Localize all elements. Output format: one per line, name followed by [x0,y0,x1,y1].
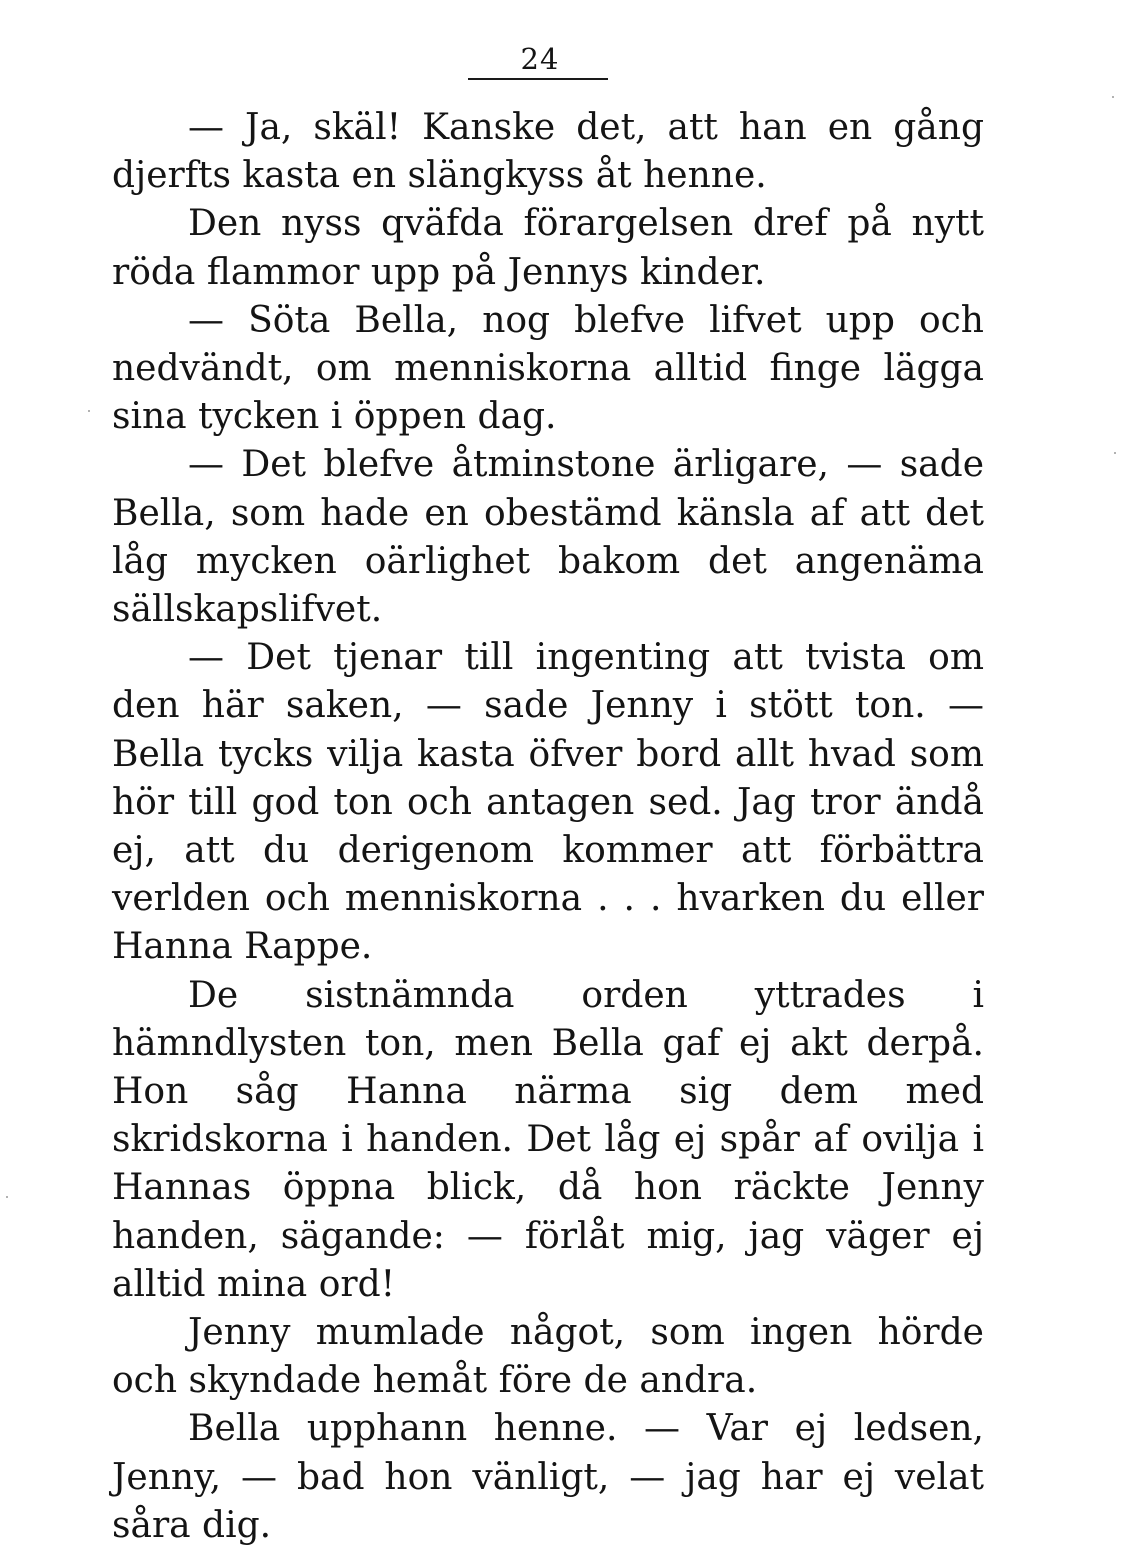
paragraph-1: — Ja, skäl! Kanske det, att han en gång djerfts kasta en slängkyss åt henne. [112,107,984,197]
paragraph-2: Den nyss qväfda förargelsen dref på nytt röda flammor upp på Jennys kinder. [112,203,984,293]
paragraph-3: — Söta Bella, nog blefve lifvet upp och nedvändt, om menniskorna alltid finge lägga sina tycken i öppen dag. [112,299,984,438]
paragraph-4: — Det blefve åtminstone ärligare, — sade Bella, som hade en obestämd känsla af att det låg mycken oärlighet bakom det angenäma sällskapslifvet. [112,444,984,631]
page-number: 24 [520,42,560,76]
paragraph-5: — Det tjenar till ingenting att tvista om den här saken, — sade Jenny i stött ton. — Bella tycks vilja kasta öfver bord allt hvad som hör till god ton och antagen sed. Jag tror ändå ej, att du derigenom kommer att förbättra verlden och menniskorna . . . hvarken du eller Hanna Rappe. [112,637,984,968]
paragraph-6: De sistnämnda orden yttrades i hämndlysten ton, men Bella gaf ej akt derpå. Hon såg Hanna närma sig dem med skridskorna i handen. Det låg ej spår af ovilja i Hannas öppna blick, då hon räckte Jenny handen, sägande: — förlåt mig, jag väger ej alltid mina ord! [112,974,984,1305]
paper-speck [88,410,90,412]
page-number-rule [468,78,608,80]
body-text [112,104,984,1550]
paper-speck [6,1196,8,1198]
paper-speck [1114,452,1116,454]
paragraph-8: Bella upphann henne. — Var ej ledsen, Jenny, — bad hon vänligt, — jag har ej velat såra dig. [112,1408,984,1546]
paper-speck [1112,96,1114,98]
paragraph-7: Jenny mumlade något, som ingen hörde och skyndade hemåt före de andra. [112,1312,984,1402]
